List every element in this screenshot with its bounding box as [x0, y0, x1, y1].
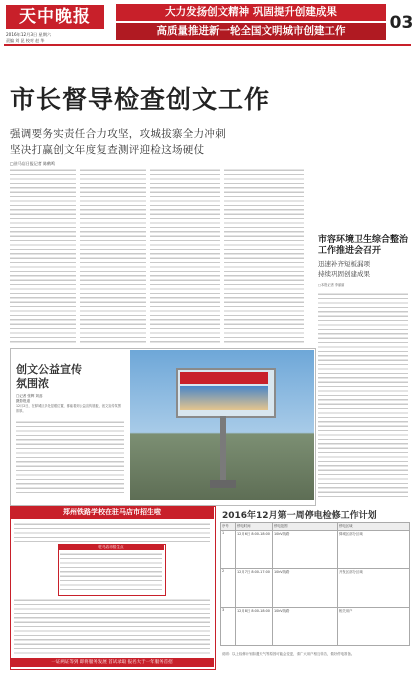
enrollment-table-header: 驻马店市招生点: [58, 544, 164, 550]
billboard-pole: [220, 416, 226, 486]
issue-date: 2016年12月3日 星期六: [6, 32, 52, 37]
photo-title-line-2: 氛围浓: [16, 377, 49, 390]
schedule-col-header: 停电区域: [338, 523, 410, 531]
schedule-cell: 开发区部分区域: [338, 569, 410, 607]
billboard-image: [180, 386, 268, 410]
schedule-cell: 12月7日 8:00-17:00: [236, 569, 273, 607]
billboard-base: [210, 480, 236, 488]
article-body-column-3: [150, 168, 220, 344]
schedule-cell: 10kV线路: [273, 569, 338, 607]
side-title-line-1: 市容环境卫生综合整治: [318, 235, 409, 245]
schedule-col-header: 停电时间: [236, 523, 273, 531]
ad-title: 郑州铁路学校在驻马店市招生啦: [10, 506, 214, 519]
side-article-byline: □本报记者 李丽丽: [318, 283, 345, 287]
subheadline-1: 强调要务实责任合力攻坚，攻城拔寨全力冲刺: [10, 128, 226, 140]
editor-credit: 责编 刘 昆 校对 赵 华: [6, 38, 45, 43]
billboard-banner: [180, 372, 268, 384]
article-body-column-1: [10, 168, 76, 344]
side-article-body: [318, 292, 408, 498]
enrollment-table-rows: [60, 552, 162, 592]
schedule-col-header: 停电范围: [273, 523, 338, 531]
side-subtitle-1: 迅速补齐短板漏项: [318, 260, 370, 268]
slogan-line-2: 高质量推进新一轮全国文明城市创建工作: [116, 23, 386, 40]
table-row: [221, 531, 410, 569]
table-row: [221, 607, 410, 645]
ad-intro-text: [14, 522, 210, 542]
photo-byline-line-2: 摄影报道: [16, 399, 30, 403]
photo-caption-body: [16, 420, 124, 496]
headline: 市长督导检查创文工作: [10, 85, 271, 114]
subheadline-2: 坚决打赢创文年度复查测评迎检这场硬仗: [10, 144, 205, 156]
schedule-cell: 12月8日 8:00-18:00: [236, 607, 273, 645]
article-body-column-2: [80, 168, 146, 344]
schedule-cell: 相关用户: [338, 607, 410, 645]
schedule-cell: 12月6日 8:00-18:00: [236, 531, 273, 569]
photo-byline-line-1: □记者 张辉 刘蕊: [16, 394, 43, 398]
article-body-column-4: [224, 168, 304, 344]
schedule-note: 说明：以上检修计划如遇天气等原因可能会变更，请广大用户相互转告，做好停电准备。: [222, 652, 355, 656]
newspaper-logo: 天中晚报: [6, 5, 104, 29]
table-row: [221, 569, 410, 607]
article-byline: □驻马店日报记者 陈鹤鸣: [10, 161, 56, 166]
outage-schedule-table: [220, 522, 410, 646]
photo-byline: [16, 394, 43, 404]
schedule-cell: 10kV线路: [273, 607, 338, 645]
schedule-cell: 1: [221, 531, 236, 569]
side-title-line-2: 工作推进会召开: [318, 246, 382, 256]
photo-title-line-1: 创文公益宣传: [16, 363, 82, 376]
schedule-cell: 驿城区部分区域: [338, 531, 410, 569]
schedule-cell: 3: [221, 607, 236, 645]
photo-caption: 12月2日，在驿城区多处显眼位置，都能看到公益宣传展板，创文宣传氛围浓厚。: [16, 404, 121, 413]
schedule-cell: 2: [221, 569, 236, 607]
schedule-header-row: [221, 523, 410, 531]
side-subtitle-2: 持续巩固创建成果: [318, 270, 370, 278]
outage-schedule-title: 2016年12月第一周停电检修工作计划: [222, 511, 377, 521]
photo-feature-title: [16, 363, 82, 391]
masthead-divider: [4, 44, 411, 46]
ad-bottom-bar: 一证两证等到 即将服务发展 首试录取 报名大于一年服务首招: [10, 658, 214, 667]
ad-body-text: [14, 598, 210, 654]
page-number: 03: [389, 13, 414, 33]
side-article-title: [318, 235, 408, 257]
slogan-banner: [116, 2, 386, 42]
slogan-line-1: 大力发扬创文精神 巩固提升创建成果: [116, 4, 386, 21]
schedule-cell: 10kV线路: [273, 531, 338, 569]
schedule-col-header: 序号: [221, 523, 236, 531]
masthead: [0, 0, 415, 46]
